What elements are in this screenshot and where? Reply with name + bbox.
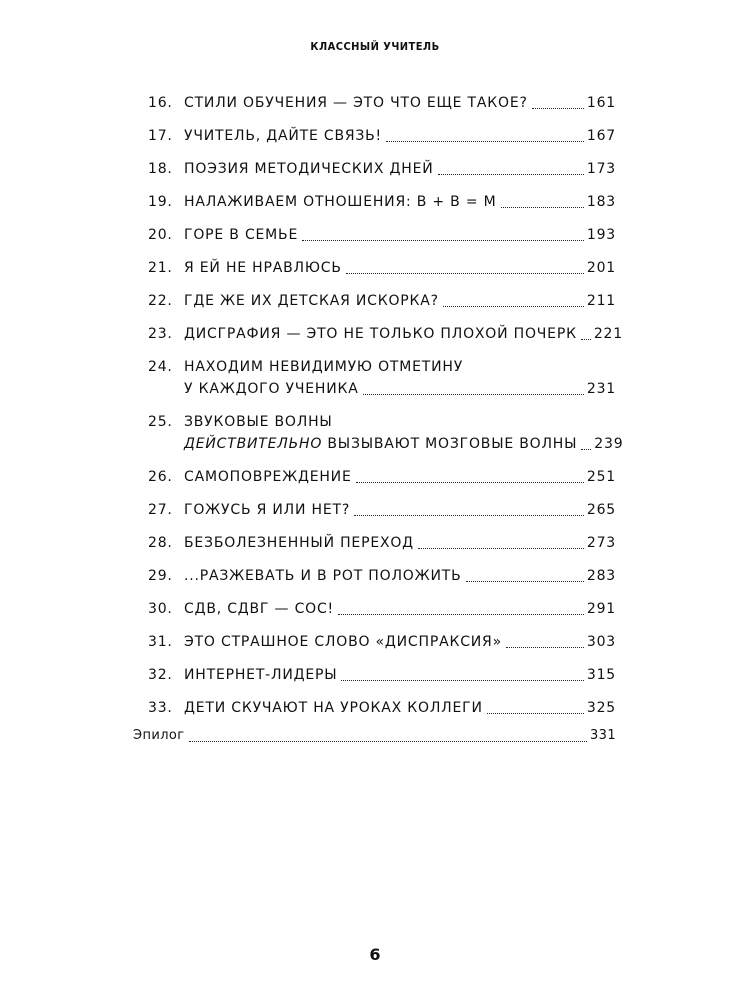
chapter-number: 31. — [148, 634, 173, 650]
dot-leader — [581, 339, 591, 340]
dot-leader — [532, 108, 584, 109]
chapter-title: НАЛАЖИВАЕМ ОТНОШЕНИЯ: В + В = М — [184, 194, 497, 210]
toc-entry — [148, 411, 624, 455]
chapter-title: БЕЗБОЛЕЗНЕННЫЙ ПЕРЕХОД — [184, 535, 414, 551]
page-number: 251 — [586, 469, 616, 485]
dot-leader — [487, 713, 584, 714]
chapter-number: 25. — [148, 414, 173, 430]
toc-entry — [148, 697, 616, 719]
chapter-number: 21. — [148, 260, 173, 276]
page-number: 183 — [586, 194, 616, 210]
toc-entry-epilogue — [133, 725, 616, 747]
dot-leader — [189, 741, 587, 742]
dot-leader — [354, 515, 584, 516]
dot-leader — [341, 680, 583, 681]
page-number: 273 — [586, 535, 616, 551]
page-number: 331 — [589, 728, 616, 743]
toc-entry — [148, 224, 616, 246]
dot-leader — [581, 449, 591, 450]
chapter-title: Я ЕЙ НЕ НРАВЛЮСЬ — [184, 260, 342, 276]
chapter-number: 32. — [148, 667, 173, 683]
chapter-title: ИНТЕРНЕТ-ЛИДЕРЫ — [184, 667, 338, 683]
toc-entry — [148, 290, 616, 312]
page-number: 265 — [586, 502, 616, 518]
toc-entry — [148, 532, 616, 554]
chapter-number: 18. — [148, 161, 173, 177]
chapter-title: ДИСГРАФИЯ — ЭТО НЕ ТОЛЬКО ПЛОХОЙ ПОЧЕРК — [184, 326, 577, 342]
page-number: 291 — [586, 601, 616, 617]
page-number: 231 — [586, 381, 616, 397]
toc-entry — [148, 598, 616, 620]
epilogue-title: Эпилог — [133, 728, 185, 743]
chapter-title: СДВ, СДВГ — СОС! — [184, 601, 334, 617]
chapter-number: 23. — [148, 326, 173, 342]
toc-entry — [148, 257, 616, 279]
dot-leader — [501, 207, 584, 208]
toc-entry — [148, 664, 616, 686]
chapter-title: УЧИТЕЛЬ, ДАЙТЕ СВЯЗЬ! — [184, 128, 382, 144]
page-number: 221 — [593, 326, 623, 342]
page-number: 325 — [586, 700, 616, 716]
chapter-title: ПОЭЗИЯ МЕТОДИЧЕСКИХ ДНЕЙ — [184, 161, 434, 177]
chapter-title: ...РАЗЖЕВАТЬ И В РОТ ПОЛОЖИТЬ — [184, 568, 462, 584]
chapter-title: СТИЛИ ОБУЧЕНИЯ — ЭТО ЧТО ЕЩЕ ТАКОЕ? — [184, 95, 528, 111]
dot-leader — [346, 273, 584, 274]
toc-entry — [148, 466, 616, 488]
dot-leader — [443, 306, 584, 307]
toc-entry — [148, 499, 616, 521]
toc-entry — [148, 92, 616, 114]
dot-leader — [386, 141, 584, 142]
toc-entry — [148, 158, 616, 180]
page-number: 173 — [586, 161, 616, 177]
dot-leader — [356, 482, 584, 483]
chapter-number: 26. — [148, 469, 173, 485]
chapter-number: 19. — [148, 194, 173, 210]
table-of-contents — [148, 92, 624, 730]
chapter-title: ЭТО СТРАШНОЕ СЛОВО «ДИСПРАКСИЯ» — [184, 634, 502, 650]
page-number: 193 — [586, 227, 616, 243]
chapter-number: 20. — [148, 227, 173, 243]
chapter-number: 27. — [148, 502, 173, 518]
chapter-title-line-1: НАХОДИМ НЕВИДИМУЮ ОТМЕТИНУ — [184, 359, 464, 375]
chapter-number: 33. — [148, 700, 173, 716]
chapter-number: 22. — [148, 293, 173, 309]
toc-entry — [148, 565, 616, 587]
dot-leader — [363, 394, 584, 395]
chapter-number: 17. — [148, 128, 173, 144]
dot-leader — [302, 240, 584, 241]
dot-leader — [466, 581, 584, 582]
toc-entry — [148, 356, 616, 400]
chapter-title-line-2: У КАЖДОГО УЧЕНИКА — [184, 381, 359, 397]
chapter-title: ГДЕ ЖЕ ИХ ДЕТСКАЯ ИСКОРКА? — [184, 293, 439, 309]
chapter-number: 24. — [148, 359, 173, 375]
page-number: 211 — [586, 293, 616, 309]
dot-leader — [338, 614, 584, 615]
chapter-number: 28. — [148, 535, 173, 551]
page-number: 239 — [594, 436, 624, 452]
toc-entry — [148, 631, 616, 653]
chapter-title: САМОПОВРЕЖДЕНИЕ — [184, 469, 352, 485]
dot-leader — [506, 647, 584, 648]
chapter-number: 30. — [148, 601, 173, 617]
running-header: КЛАССНЫЙ УЧИТЕЛЬ — [310, 40, 440, 53]
page-number: 303 — [586, 634, 616, 650]
toc-entry — [148, 323, 623, 345]
toc-entry — [148, 191, 616, 213]
chapter-title-line-2 — [184, 433, 577, 455]
chapter-title: ДЕТИ СКУЧАЮТ НА УРОКАХ КОЛЛЕГИ — [184, 700, 483, 716]
chapter-title: ГОРЕ В СЕМЬЕ — [184, 227, 299, 243]
emphasis-text: ДЕЙСТВИТЕЛЬНО — [184, 436, 323, 452]
dot-leader — [418, 548, 584, 549]
chapter-title: ГОЖУСЬ Я ИЛИ НЕТ? — [184, 502, 351, 518]
chapter-number: 16. — [148, 95, 173, 111]
chapter-title-line-1: ЗВУКОВЫЕ ВОЛНЫ — [184, 414, 333, 430]
page-number: 201 — [586, 260, 616, 276]
page-number: 161 — [586, 95, 616, 111]
page-number: 315 — [586, 667, 616, 683]
page-number: 283 — [586, 568, 616, 584]
title-rest-text: ВЫЗЫВАЮТ МОЗГОВЫЕ ВОЛНЫ — [322, 436, 578, 452]
chapter-number: 29. — [148, 568, 173, 584]
page-number: 167 — [586, 128, 616, 144]
dot-leader — [438, 174, 584, 175]
toc-entry — [148, 125, 616, 147]
folio-page-number: 6 — [369, 945, 381, 964]
